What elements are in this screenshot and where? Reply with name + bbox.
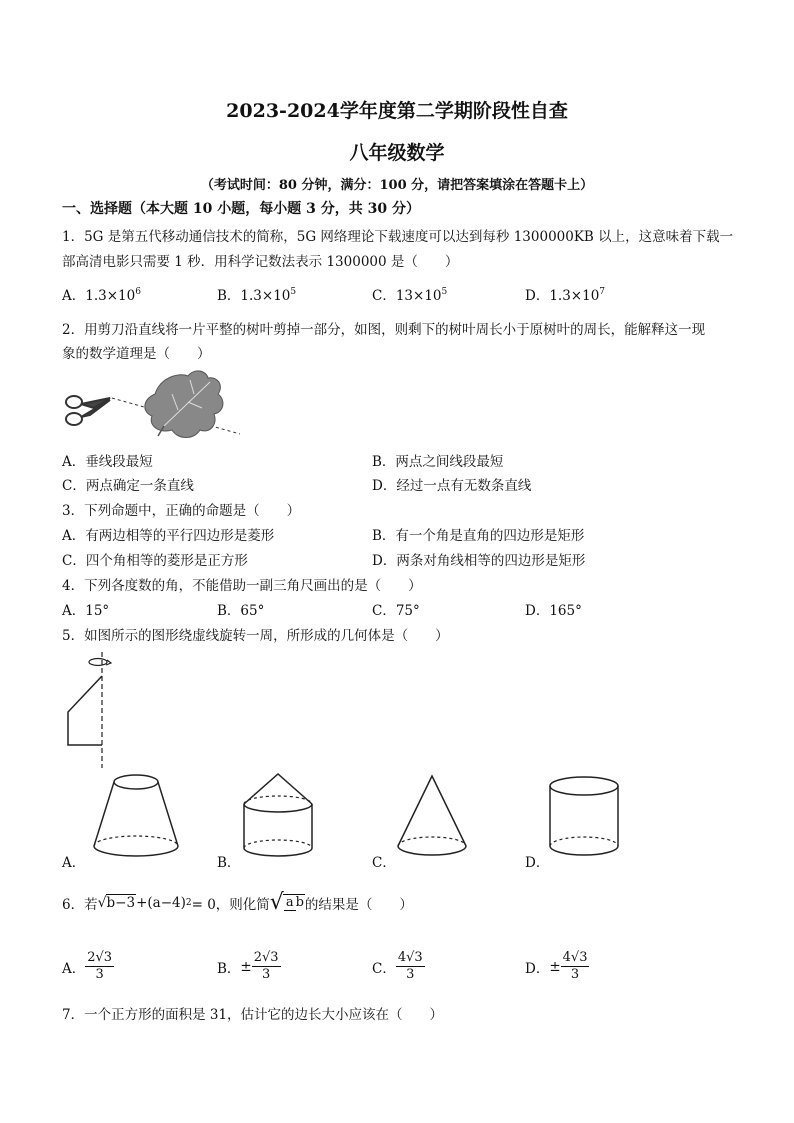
fraction-numerator: 4√3 bbox=[561, 950, 590, 967]
q3-option-d: D．两条对角线相等的四边形是矩形 bbox=[372, 553, 586, 569]
fraction-numerator: 2√3 bbox=[85, 950, 114, 967]
fraction-numerator: 2√3 bbox=[252, 950, 281, 967]
option-label: B． bbox=[217, 960, 241, 977]
frustum-figure bbox=[86, 770, 186, 865]
fraction-denominator: 3 bbox=[262, 967, 271, 983]
q1-option-d bbox=[525, 284, 605, 304]
q2-option-b: B．两点之间线段最短 bbox=[372, 454, 504, 470]
q5-option-b: B． bbox=[217, 855, 241, 871]
scissors-leaf-figure bbox=[60, 364, 245, 444]
exam-title: 2023-2024学年度第二学期阶段性自查 bbox=[226, 100, 568, 122]
q5-option-d: D． bbox=[525, 855, 550, 871]
q1-option-c bbox=[372, 284, 447, 304]
option-label: A． bbox=[62, 288, 86, 304]
section-heading: 一、选择题（本大题 10 小题，每小题 3 分，共 30 分） bbox=[62, 201, 420, 217]
option-exponent: 7 bbox=[599, 287, 606, 297]
fraction-denominator: b bbox=[295, 894, 304, 910]
q3-stem: 3．下列命题中，正确的命题是（ ） bbox=[62, 503, 301, 519]
q2-line1: 2．用剪刀沿直线将一片平整的树叶剪掉一部分，如图，则剩下的树叶周长小于原树叶的周长，能解释这一现 bbox=[62, 322, 706, 338]
option-label: B． bbox=[217, 288, 241, 304]
radical-sign: √ bbox=[269, 890, 284, 915]
q3-option-b: B．有一个角是直角的四边形是矩形 bbox=[372, 528, 585, 544]
option-base: 1.3×10 bbox=[549, 288, 600, 304]
option-label: D． bbox=[525, 288, 550, 304]
q1-line2: 部高清电影只需要 1 秒．用科学记数法表示 1300000 是（ ） bbox=[62, 254, 459, 270]
option-base: 1.3×10 bbox=[240, 288, 291, 304]
q6-suffix: 的结果是（ ） bbox=[304, 896, 413, 913]
q6-option-b bbox=[217, 950, 281, 984]
q3-option-a: A．有两边相等的平行四边形是菱形 bbox=[62, 528, 275, 544]
rotation-figure bbox=[60, 650, 120, 770]
q6-exponent: 2 bbox=[185, 897, 192, 908]
option-label: C． bbox=[372, 288, 396, 304]
q6-prefix: 6．若 bbox=[62, 896, 98, 913]
q2-option-a: A．垂线段最短 bbox=[62, 454, 153, 470]
q5-option-c: C． bbox=[372, 855, 396, 871]
q4-option-a: A．15° bbox=[62, 603, 110, 619]
q5-stem: 5．如图所示的图形绕虚线旋转一周，所形成的几何体是（ ） bbox=[62, 628, 449, 644]
q1-option-b bbox=[217, 284, 296, 304]
fraction-denominator: 3 bbox=[406, 967, 415, 983]
fraction-denominator: 3 bbox=[570, 967, 580, 983]
scissors-icon bbox=[66, 396, 110, 425]
option-label: D． bbox=[525, 960, 550, 977]
option-label: C． bbox=[372, 960, 396, 977]
exam-subtitle: 八年级数学 bbox=[349, 142, 445, 164]
option-fraction bbox=[85, 950, 114, 984]
q6-option-d bbox=[525, 950, 589, 984]
option-fraction bbox=[252, 950, 281, 984]
option-exponent: 5 bbox=[441, 287, 448, 297]
q7-stem: 7．一个正方形的面积是 31，估计它的边长大小应该在（ ） bbox=[62, 1007, 444, 1023]
q1-option-a bbox=[62, 284, 141, 304]
leaf-icon bbox=[145, 371, 223, 438]
q6-stem bbox=[62, 890, 413, 915]
q2-option-d: D．经过一点有无数条直线 bbox=[372, 478, 532, 494]
option-fraction bbox=[396, 950, 425, 984]
option-fraction bbox=[561, 950, 590, 984]
fraction-numerator: 4√3 bbox=[396, 950, 425, 967]
exam-note: （考试时间：80 分钟，满分：100 分，请把答案填涂在答题卡上） bbox=[200, 178, 594, 193]
option-base: 1.3×10 bbox=[85, 288, 136, 304]
q6-equation: = 0，则化简 bbox=[191, 896, 270, 913]
q2-option-c: C．两点确定一条直线 bbox=[62, 478, 194, 494]
option-label: A． bbox=[62, 960, 86, 977]
q6-fraction bbox=[283, 894, 305, 911]
option-sign: ± bbox=[240, 958, 252, 975]
option-exponent: 6 bbox=[135, 287, 141, 297]
rotation-arrow-icon bbox=[89, 659, 107, 666]
cylinder-figure bbox=[546, 770, 626, 865]
fraction-numerator: a bbox=[285, 894, 294, 910]
q5-option-a: A． bbox=[62, 855, 86, 871]
option-sign: ± bbox=[549, 958, 561, 975]
q4-option-d: D．165° bbox=[525, 603, 582, 619]
option-base: 13×10 bbox=[395, 288, 442, 304]
q4-option-b: B．65° bbox=[217, 603, 265, 619]
q3-option-c: C．四个角相等的菱形是正方形 bbox=[62, 553, 248, 569]
cone-on-cylinder-figure bbox=[240, 770, 320, 865]
q6-option-c bbox=[372, 950, 425, 984]
fraction-denominator: 3 bbox=[95, 967, 104, 983]
cone-figure bbox=[392, 770, 472, 865]
q6-middle: +(a−4) bbox=[136, 894, 186, 911]
q2-line2: 象的数学道理是（ ） bbox=[62, 346, 211, 362]
option-exponent: 5 bbox=[290, 287, 297, 297]
q4-stem: 4．下列各度数的角，不能借助一副三角尺画出的是（ ） bbox=[62, 578, 422, 594]
q1-line1: 1．5G 是第五代移动通信技术的简称，5G 网络理论下载速度可以达到每秒 1300000KB 以上，这意味着下载一 bbox=[62, 229, 734, 245]
q6-radicand: b−3 bbox=[106, 895, 136, 911]
radical-sign: √ bbox=[97, 894, 107, 911]
q6-option-a bbox=[62, 950, 114, 984]
q4-option-c: C．75° bbox=[372, 603, 420, 619]
